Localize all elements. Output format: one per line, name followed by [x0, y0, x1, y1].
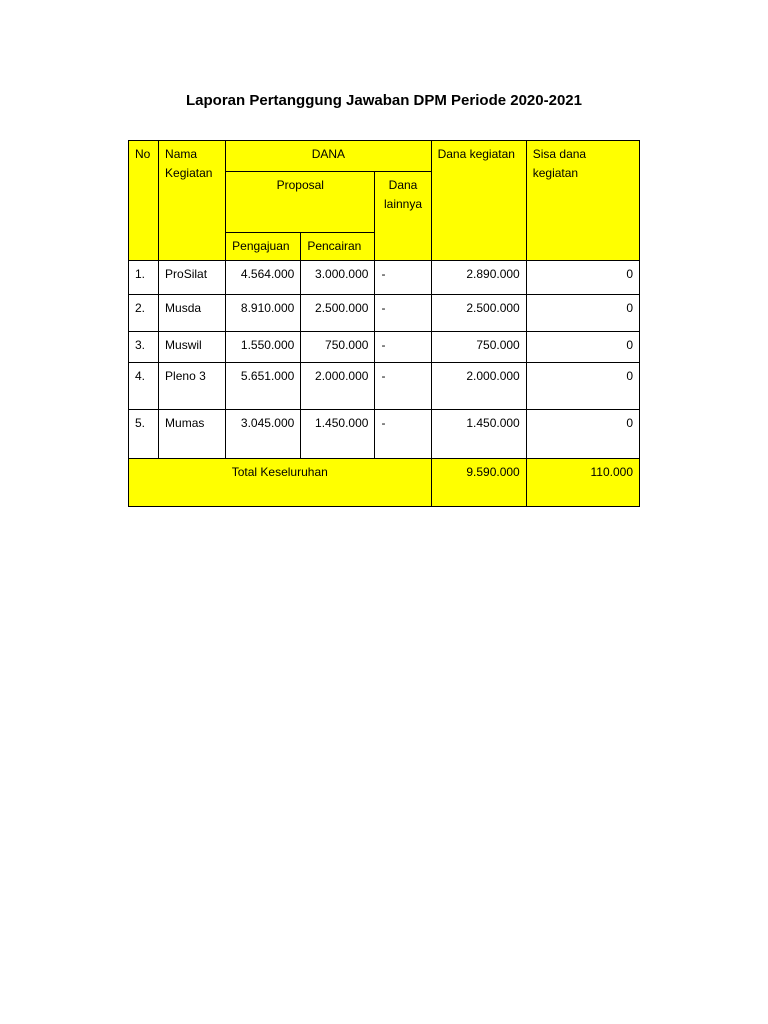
cell-no: 2. [129, 295, 159, 332]
table-row [129, 295, 640, 332]
cell-dana-lainnya: - [375, 363, 431, 410]
cell-pengajuan: 8.910.000 [226, 295, 301, 332]
cell-no: 5. [129, 410, 159, 459]
header-sisa-dana-kegiatan: Sisa dana kegiatan [526, 141, 639, 261]
header-no: No [129, 141, 159, 261]
cell-nama: ProSilat [159, 261, 226, 295]
cell-dana-lainnya: - [375, 261, 431, 295]
total-row [129, 459, 640, 507]
cell-dana-kegiatan: 2.500.000 [431, 295, 526, 332]
cell-dana-lainnya: - [375, 410, 431, 459]
header-dana-kegiatan: Dana kegiatan [431, 141, 526, 261]
cell-pengajuan: 5.651.000 [226, 363, 301, 410]
total-dana-kegiatan: 9.590.000 [431, 459, 526, 507]
cell-pencairan: 1.450.000 [301, 410, 375, 459]
cell-pengajuan: 1.550.000 [226, 332, 301, 363]
cell-sisa: 0 [526, 363, 639, 410]
cell-pencairan: 2.000.000 [301, 363, 375, 410]
cell-nama: Pleno 3 [159, 363, 226, 410]
cell-sisa: 0 [526, 295, 639, 332]
cell-pencairan: 2.500.000 [301, 295, 375, 332]
cell-no: 1. [129, 261, 159, 295]
cell-dana-kegiatan: 2.000.000 [431, 363, 526, 410]
header-dana-lainnya: Dana lainnya [375, 172, 431, 261]
cell-nama: Mumas [159, 410, 226, 459]
cell-dana-kegiatan: 1.450.000 [431, 410, 526, 459]
cell-pencairan: 750.000 [301, 332, 375, 363]
table-row [129, 363, 640, 410]
cell-sisa: 0 [526, 332, 639, 363]
header-pengajuan: Pengajuan [226, 233, 301, 261]
cell-dana-lainnya: - [375, 295, 431, 332]
page-title: Laporan Pertanggung Jawaban DPM Periode 2020-2021 [186, 92, 582, 109]
table-row [129, 410, 640, 459]
header-nama-kegiatan: Nama Kegiatan [159, 141, 226, 261]
total-sisa: 110.000 [526, 459, 639, 507]
cell-no: 3. [129, 332, 159, 363]
cell-dana-kegiatan: 2.890.000 [431, 261, 526, 295]
cell-sisa: 0 [526, 261, 639, 295]
header-proposal: Proposal [226, 172, 375, 233]
header-dana: DANA [226, 141, 431, 172]
cell-dana-lainnya: - [375, 332, 431, 363]
cell-dana-kegiatan: 750.000 [431, 332, 526, 363]
cell-pengajuan: 3.045.000 [226, 410, 301, 459]
header-row-top [129, 141, 640, 172]
cell-pencairan: 3.000.000 [301, 261, 375, 295]
report-table [128, 140, 640, 507]
cell-no: 4. [129, 363, 159, 410]
cell-sisa: 0 [526, 410, 639, 459]
table-row [129, 332, 640, 363]
total-label: Total Keseluruhan [129, 459, 432, 507]
cell-nama: Musda [159, 295, 226, 332]
table-row [129, 261, 640, 295]
cell-pengajuan: 4.564.000 [226, 261, 301, 295]
header-pencairan: Pencairan [301, 233, 375, 261]
cell-nama: Muswil [159, 332, 226, 363]
